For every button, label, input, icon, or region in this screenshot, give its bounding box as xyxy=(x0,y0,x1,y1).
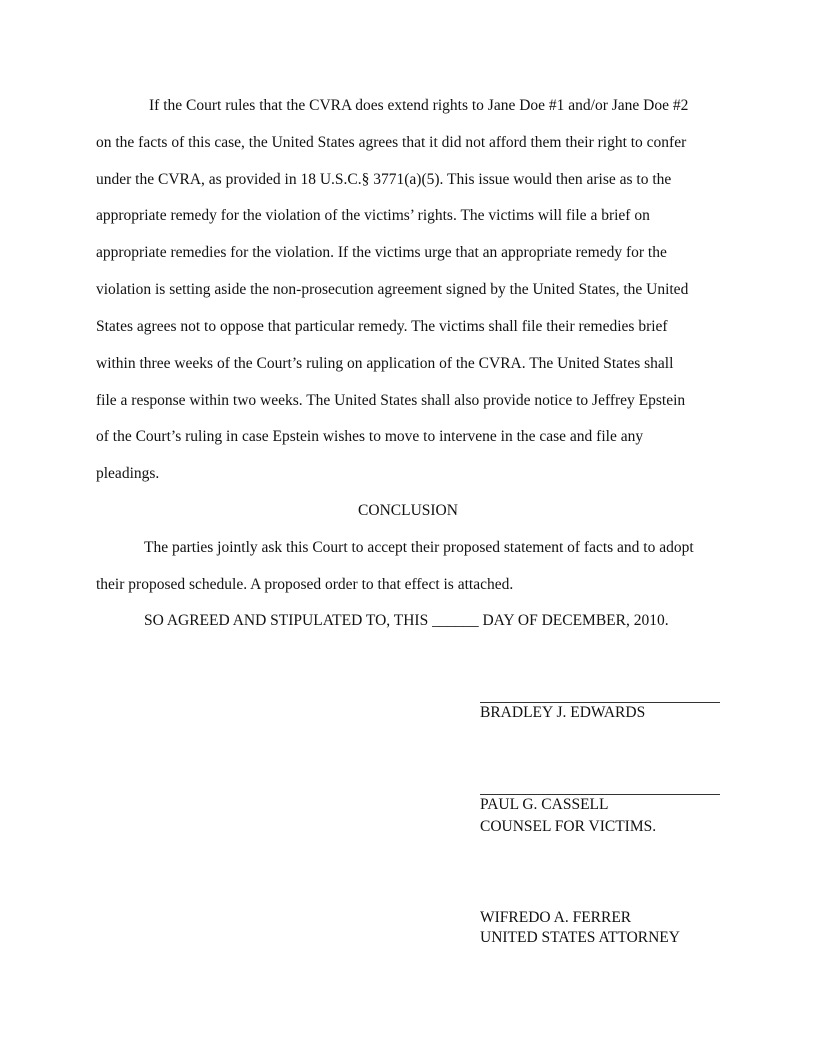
signature-rule xyxy=(480,702,720,703)
signer-title: COUNSEL FOR VICTIMS. xyxy=(480,818,657,835)
paragraph-line: on the facts of this case, the United States agrees that it did not afford them their right to confer xyxy=(96,134,687,151)
paragraph-line: appropriate remedy for the violation of the victims’ rights. The victims will file a brief on xyxy=(96,207,650,224)
conclusion-heading: CONCLUSION xyxy=(358,502,458,519)
signer-name: WIFREDO A. FERRER xyxy=(480,909,632,926)
paragraph-line: appropriate remedies for the violation. If the victims urge that an appropriate remedy for the xyxy=(96,244,667,261)
stipulation-line: SO AGREED AND STIPULATED TO, THIS ______ DAY OF DECEMBER, 2010. xyxy=(144,612,669,629)
paragraph-line: violation is setting aside the non-prosecution agreement signed by the United States, the United xyxy=(96,281,689,298)
paragraph-line: States agrees not to oppose that particular remedy. The victims shall file their remedies brief xyxy=(96,318,668,335)
paragraph-line: within three weeks of the Court’s ruling on application of the CVRA. The United States shall xyxy=(96,355,674,372)
signer-name: BRADLEY J. EDWARDS xyxy=(480,704,646,721)
paragraph-line: of the Court’s ruling in case Epstein wishes to move to intervene in the case and file any xyxy=(96,428,644,445)
paragraph-line: pleadings. xyxy=(96,465,160,482)
signer-title: UNITED STATES ATTORNEY xyxy=(480,929,680,946)
paragraph-line: under the CVRA, as provided in 18 U.S.C.§ 3771(a)(5). This issue would then arise as to the xyxy=(96,171,672,188)
paragraph-line: If the Court rules that the CVRA does extend rights to Jane Doe #1 and/or Jane Doe #2 xyxy=(149,97,689,114)
paragraph-line: file a response within two weeks. The United States shall also provide notice to Jeffrey Epstein xyxy=(96,392,686,409)
signer-name: PAUL G. CASSELL xyxy=(480,796,609,813)
paragraph-line: The parties jointly ask this Court to accept their proposed statement of facts and to adopt xyxy=(144,539,694,556)
paragraph-line: their proposed schedule. A proposed order to that effect is attached. xyxy=(96,576,514,593)
signature-rule xyxy=(480,794,720,795)
